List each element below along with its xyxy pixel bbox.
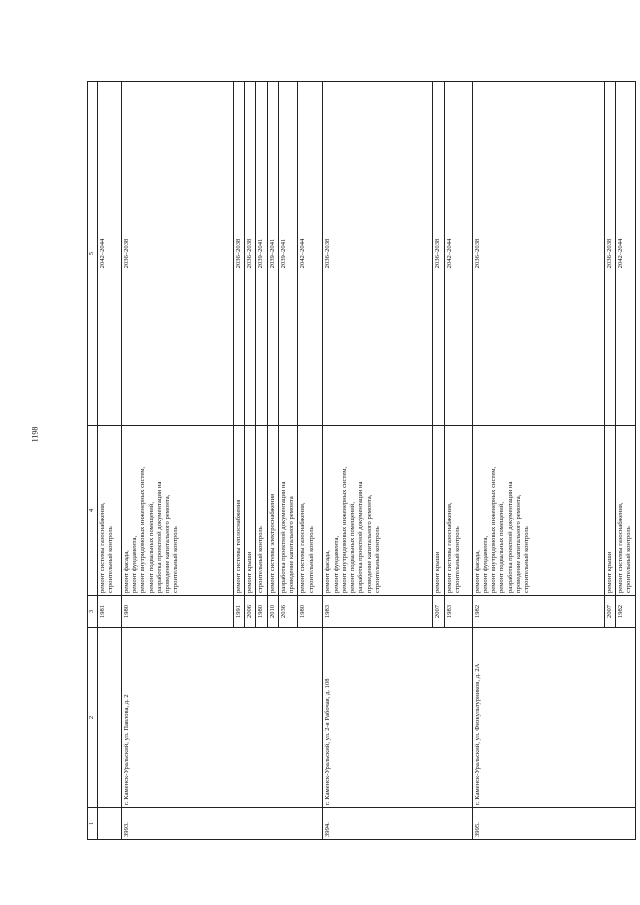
work-line: строительный контроль [625, 526, 633, 593]
period-cell: 2036–2038 [472, 82, 604, 426]
work-line: ремонт фундамента, [131, 535, 139, 593]
building-address [98, 628, 122, 808]
row-number [98, 808, 122, 840]
page-number: 1198 [30, 426, 40, 443]
table-row [122, 82, 234, 840]
work-line: разработка проектной документации на [155, 481, 163, 593]
period-cell: 2039–2041 [278, 82, 297, 426]
work-type-cell [245, 426, 256, 596]
work-type-cell [267, 426, 278, 596]
work-line: проведение капитального ремонта, [365, 494, 373, 593]
work-type-cell [323, 426, 433, 596]
period-cell: 2042–2044 [615, 82, 635, 426]
work-line: строительный контроль [257, 526, 265, 593]
period-cell: 2036–2038 [433, 82, 444, 426]
year-cell: 1983 [323, 596, 433, 628]
header-col-4: 4 [88, 426, 98, 596]
work-line: строительный контроль [453, 526, 461, 593]
work-type-cell [615, 426, 635, 596]
period-cell: 2039–2041 [256, 82, 267, 426]
work-line: ремонт системы теплоснабжения [235, 499, 242, 593]
work-line: проведение капитального ремонта, [514, 494, 522, 593]
row-number: 3994. [323, 808, 472, 840]
year-cell: 2007 [433, 596, 444, 628]
work-line: ремонт внутридомовых инженерных систем, [490, 466, 498, 593]
period-cell: 2036–2038 [122, 82, 234, 426]
work-line: разработка проектной документации на [279, 481, 287, 593]
year-cell: 2006 [245, 596, 256, 628]
year-cell: 1980 [122, 596, 234, 628]
work-line: ремонт системы электроснабжения [268, 493, 276, 593]
work-line: ремонт системы газоснабжения, [299, 502, 307, 593]
work-line: разработка проектной документации на [506, 481, 514, 593]
year-cell: 2007 [604, 596, 615, 628]
year-cell: 2036 [278, 596, 297, 628]
period-cell: 2036–2038 [323, 82, 433, 426]
header-col-1: 1 [88, 808, 98, 840]
year-cell: 1980 [256, 596, 267, 628]
year-cell: 1991 [234, 596, 245, 628]
work-type-cell [604, 426, 615, 596]
year-cell: 1982 [472, 596, 604, 628]
table-row [98, 82, 122, 840]
work-line: ремонт фасада, [324, 550, 332, 593]
work-line: ремонт крыши [434, 551, 442, 593]
work-type-cell [256, 426, 267, 596]
period-cell: 2042–2044 [444, 82, 472, 426]
work-type-cell [122, 426, 234, 596]
work-line: строительный контроль [107, 526, 115, 593]
work-line: ремонт фундамента, [332, 535, 340, 593]
work-line: ремонт системы газоснабжения, [616, 502, 624, 593]
table-body [98, 82, 636, 840]
work-type-cell [98, 426, 122, 596]
period-cell: 2042–2044 [98, 82, 122, 426]
year-cell: 1980 [298, 596, 323, 628]
work-line: строительный контроль [307, 526, 315, 593]
period-cell: 2036–2038 [245, 82, 256, 426]
row-number: 3993. [122, 808, 323, 840]
work-line: ремонт крыши [246, 551, 254, 593]
work-line: ремонт внутридомовых инженерных систем, [139, 466, 147, 593]
work-line: ремонт внутридомовых инженерных систем, [340, 466, 348, 593]
table-row [323, 82, 433, 840]
year-cell: 2010 [267, 596, 278, 628]
work-type-cell [472, 426, 604, 596]
rotated-table-container [87, 82, 633, 840]
period-cell: 2042–2044 [298, 82, 323, 426]
period-cell: 2039–2041 [267, 82, 278, 426]
work-line: ремонт подвальных помещений, [498, 502, 506, 593]
row-number: 3995. [472, 808, 635, 840]
period-cell: 2036–2038 [604, 82, 615, 426]
work-type-cell [433, 426, 444, 596]
work-line: ремонт системы газоснабжения, [99, 502, 106, 593]
work-type-cell [298, 426, 323, 596]
header-col-5: 5 [88, 82, 98, 426]
period-cell: 2036–2038 [234, 82, 245, 426]
work-line: ремонт крыши [605, 551, 613, 593]
work-type-cell [444, 426, 472, 596]
work-line: строительный контроль [373, 526, 381, 593]
building-address: г. Каменск-Уральский, ул. Физкультурников, д. 2А [472, 628, 635, 808]
work-line: ремонт подвальных помещений, [349, 502, 357, 593]
year-cell: 1981 [98, 596, 122, 628]
building-address: г. Каменск-Уральский, ул. Павлова, д. 2 [122, 628, 323, 808]
header-col-2: 2 [88, 628, 98, 808]
work-line: ремонт подвальных помещений, [147, 502, 155, 593]
repair-schedule-table [87, 81, 636, 840]
work-line: ремонт фасада, [123, 550, 130, 593]
header-col-3: 3 [88, 596, 98, 628]
work-line: строительный контроль [172, 526, 180, 593]
work-line: ремонт системы газоснабжения, [445, 502, 453, 593]
header-row [88, 82, 98, 840]
work-line: ремонт фундамента, [481, 535, 489, 593]
table-row [472, 82, 604, 840]
work-line: проведение капитального ремонта [288, 496, 296, 593]
building-address: г. Каменск-Уральский, ул. 2-я Рабочая, д. 108 [323, 628, 472, 808]
work-type-cell [234, 426, 245, 596]
work-line: ремонт фасада, [473, 550, 481, 593]
work-type-cell [278, 426, 297, 596]
work-line: проведение капитального ремонта, [164, 494, 172, 593]
year-cell: 1982 [615, 596, 635, 628]
work-line: разработка проектной документации на [357, 481, 365, 593]
year-cell: 1983 [444, 596, 472, 628]
work-line: строительный контроль [523, 526, 531, 593]
